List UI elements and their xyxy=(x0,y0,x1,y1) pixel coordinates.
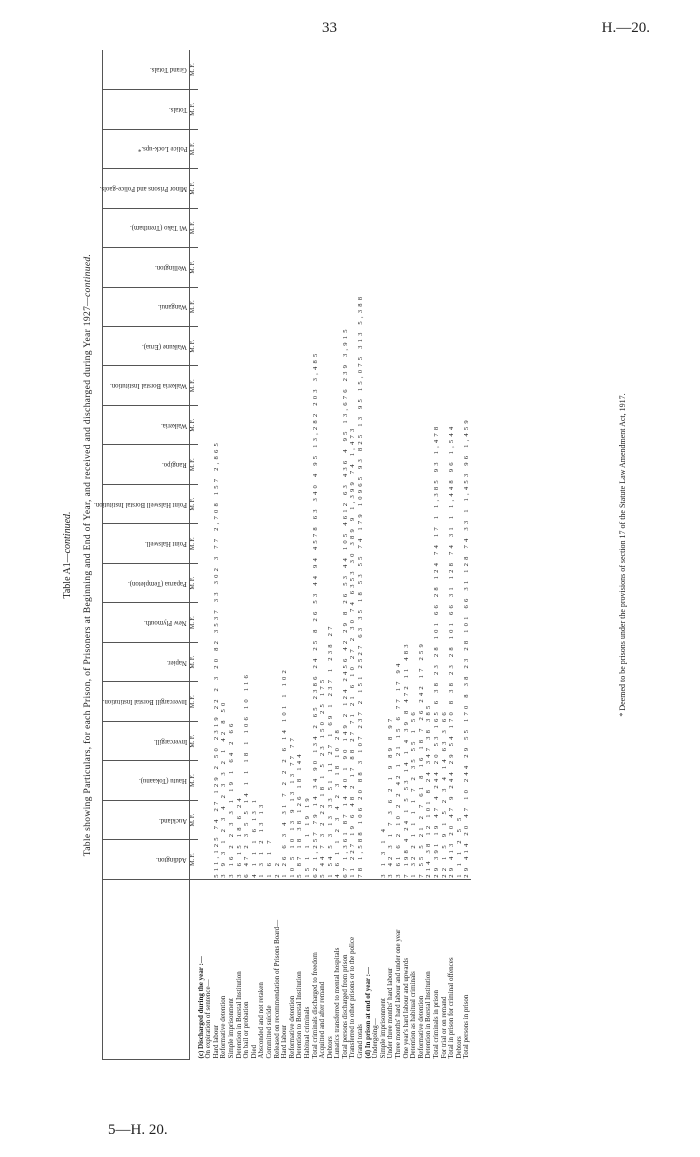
row-values xyxy=(198,50,206,879)
table-row xyxy=(380,50,388,1060)
row-label: Debtors xyxy=(454,1036,463,1059)
mf-cell: M. F. xyxy=(190,129,198,168)
table-row xyxy=(213,50,221,1060)
row-values: 29 414 20 47 10 244 29 55 170 8 38 23 28 101 66 31 128 74 33 1 1,453 96 1,459 xyxy=(463,50,471,879)
table-title xyxy=(62,50,73,1060)
row-values: 214 38 12 101 8 24 347 38 385 xyxy=(425,50,433,879)
column-header: Waikeria Borstal Institution. xyxy=(103,366,190,405)
row-label: Undergoing— xyxy=(371,1018,380,1059)
table-row xyxy=(319,50,327,1060)
row-label: Reformative detention xyxy=(416,995,425,1059)
table-title-main: Table A1 xyxy=(62,562,73,599)
row-values: 1 26 6 3 4 31 7 2 2 2 6 14 101 1 102 xyxy=(281,50,289,879)
row-label: Reformative detention xyxy=(287,995,296,1059)
page-number: 33 xyxy=(322,20,337,36)
table-row xyxy=(372,50,380,1060)
table-row xyxy=(342,50,350,1060)
table-row xyxy=(433,50,441,1060)
mf-cell: M. F. xyxy=(190,327,198,366)
mf-subheader-row xyxy=(190,50,198,1060)
table-row xyxy=(236,50,244,1060)
row-label: Simple imprisonment xyxy=(226,998,235,1059)
row-values: 29 391 19 47 4 244 20 53 165 6 38 23 28 101 66 28 124 74 17 1 1,385 93 1,478 xyxy=(433,50,441,879)
column-header: Waikune (Erua). xyxy=(103,327,190,366)
row-label: Total persons discharged from prison xyxy=(340,954,349,1059)
row-values: 5 44 7 3 2 22 18 1 5 23 150 25 175 xyxy=(319,50,327,879)
mf-cell: M. F. xyxy=(190,603,198,642)
row-label: Acquitted and after remand xyxy=(318,981,327,1059)
table-row xyxy=(418,50,426,1060)
mf-cell: M. F. xyxy=(190,248,198,287)
row-values: 1 3 1 2 13 13 xyxy=(258,50,266,879)
table-row xyxy=(403,50,411,1060)
column-header: Wanganui. xyxy=(103,287,190,326)
column-header: Waikeria. xyxy=(103,405,190,444)
mf-cell: M. F. xyxy=(190,524,198,563)
column-header: Auckland. xyxy=(103,800,190,839)
table-row xyxy=(387,50,395,1060)
row-values: 511,125 74 27 129 2 50 2319 22 2 3 20 82 3537 33 302 3 77 2,708 157 2,865 xyxy=(213,50,221,879)
table-caption-text: Table showing Particulars, for each Prison, of Prisoners at Beginning and End of Year, and received and discharged during Year 1927 xyxy=(82,305,93,857)
column-header: Police Lock-ups.* xyxy=(103,129,190,168)
row-label: Absconded and not retaken xyxy=(257,982,266,1059)
table-title-suffix: —continued. xyxy=(62,511,73,563)
table-row xyxy=(441,50,449,1060)
column-header: New Plymouth. xyxy=(103,603,190,642)
row-values: 15 1 1 1 19 19 xyxy=(304,50,312,879)
table-caption xyxy=(82,50,93,1060)
mf-cell: M. F. xyxy=(190,405,198,444)
column-header-row xyxy=(103,50,190,1060)
row-values: 3 9 3 1 2 3 4 2 3 3 2 1 42 8 50 xyxy=(220,50,228,879)
row-label: Grand totals xyxy=(356,1024,365,1059)
document-reference: H.—20. xyxy=(601,20,650,36)
column-header: Invercargill. xyxy=(103,721,190,760)
table-row xyxy=(198,50,206,1060)
table-caption-suffix: —continued. xyxy=(82,253,93,306)
table-row xyxy=(357,50,365,1060)
rotated-table-page xyxy=(62,50,642,1060)
row-values: 1 1 1 2 5 5 xyxy=(456,50,464,879)
row-values: 10 5 10 13 9 13 13 77 77 xyxy=(289,50,297,879)
table-row xyxy=(281,50,289,1060)
column-header: Wellington. xyxy=(103,248,190,287)
row-values: 11 227 19 6 48 2 17 88 27 71 21 6 10 27 2 30 74 6353 30 389 9 1,399 74 1,473 xyxy=(349,50,357,879)
row-label: Died xyxy=(249,1044,258,1059)
table-row xyxy=(327,50,335,1060)
mf-cell: M. F. xyxy=(190,800,198,839)
row-label: Simple imprisonment xyxy=(378,998,387,1059)
table-row xyxy=(463,50,471,1060)
statistics-table xyxy=(94,50,612,1060)
column-header: Rangipo. xyxy=(103,445,190,484)
row-values: 6 47 2 3 5 5 14 1 1 18 1 106 10 116 xyxy=(243,50,251,879)
table-row xyxy=(334,50,342,1060)
row-values: 3 1 3 1 4 xyxy=(380,50,388,879)
table-row xyxy=(349,50,357,1060)
table-row xyxy=(220,50,228,1060)
row-values: 3 42 3 1 7 3 6 2 1 9 89 8 97 xyxy=(387,50,395,879)
column-header: Hautu (Tokaanu). xyxy=(103,761,190,800)
row-values: 3 6 15 18 6 24 xyxy=(236,50,244,879)
column-header: Invercargill Borstal Institution. xyxy=(103,682,190,721)
mf-cell: M. F. xyxy=(190,840,198,879)
table-row xyxy=(395,50,403,1060)
row-label: Total persons in prison xyxy=(462,994,471,1059)
row-values: 62 1,257 79 14 34 90 134 2 65 2386 24 25 8 26 53 44 94 4578 63 340 4 95 13,282 203 3,485 xyxy=(312,50,320,879)
column-header: Napier. xyxy=(103,642,190,681)
row-label: Total in prison for criminal offences xyxy=(447,957,456,1059)
table-row xyxy=(312,50,320,1060)
row-label: Hard labour xyxy=(211,1024,220,1059)
column-header: Paparua (Templeton). xyxy=(103,563,190,602)
column-header: Wi Tako (Trentham). xyxy=(103,208,190,247)
row-label: Under three months' hard labour xyxy=(386,967,395,1059)
row-label: Transferred to other prisons or to the police xyxy=(348,936,357,1059)
table-row xyxy=(289,50,297,1060)
mf-cell: M. F. xyxy=(190,642,198,681)
row-label: Hard labour xyxy=(280,1024,289,1059)
row-label: Detention as habitual criminals xyxy=(409,971,418,1059)
footer-reference: 5—H. 20. xyxy=(108,1122,168,1138)
table-footnote: * Deemed to be prisons under the provisions of section 17 of the Statute Law Amendment Act, 1917. xyxy=(618,393,627,717)
mf-cell: M. F. xyxy=(190,563,198,602)
table-row xyxy=(228,50,236,1060)
row-label: On bail or probation xyxy=(242,1001,251,1059)
row-values: 7 198 4 24 1 5 53 14 1 4 39 8 472 11 483 xyxy=(403,50,411,879)
row-label: Released on recommendation of Prisons Board— xyxy=(272,919,281,1059)
row-values: 5 87 18 38 126 18 144 xyxy=(296,50,304,879)
row-label: Committed suicide xyxy=(264,1005,273,1059)
mf-cell: M. F. xyxy=(190,208,198,247)
row-label: Three months' hard labour and under one year xyxy=(394,929,403,1059)
row-values xyxy=(205,50,213,879)
column-header: Point Halswell Borstal Institution. xyxy=(103,484,190,523)
table-body xyxy=(190,50,471,1060)
mf-cell: M. F. xyxy=(190,287,198,326)
row-values: 4 1 1 1 6 13 1 xyxy=(251,50,259,879)
row-values xyxy=(365,50,373,879)
row-values: 1 32 2 1 1 1 1 7 2 35 55 1 56 xyxy=(410,50,418,879)
row-label: For trial or on remand xyxy=(439,996,448,1059)
row-label: On expiration of sentence— xyxy=(204,979,213,1059)
row-values: 1 6 1 7 xyxy=(266,50,274,879)
row-values: 7 55 5 21 2 7 61 8 16 18 7 26 242 17 259 xyxy=(418,50,426,879)
row-label: Lunatics transferred to mental hospitals xyxy=(333,947,342,1059)
mf-cell: M. F. xyxy=(190,90,198,129)
row-label: Detention in Borstal Institution xyxy=(424,971,433,1059)
mf-cell: M. F. xyxy=(190,50,198,90)
row-label: Reformative detention xyxy=(219,995,228,1059)
mf-cell: M. F. xyxy=(190,682,198,721)
column-header: Grand Totals. xyxy=(103,50,190,90)
row-values: 3 61 6 2 10 2 2 42 1 21 15 6 77 17 94 xyxy=(395,50,403,879)
table-row xyxy=(266,50,274,1060)
row-label: Debtors xyxy=(325,1036,334,1059)
column-header: Totals. xyxy=(103,90,190,129)
table-row xyxy=(258,50,266,1060)
row-values: 3 16 2 2 3 3 1 19 1 64 2 66 xyxy=(228,50,236,879)
mf-cell: M. F. xyxy=(190,761,198,800)
row-values: 78 1,588 106 20 88 3 107 237 2 151 2527 63 35 18 53 55 74 179 10965 93 825 13 95 15,075 313 5,388 xyxy=(357,50,365,879)
row-values: 4 6 1 1 2 3 4 2 3 18 10 28 xyxy=(334,50,342,879)
row-label: One year's hard labour and upwards xyxy=(401,957,410,1059)
mf-cell: M. F. xyxy=(190,445,198,484)
table-row xyxy=(251,50,259,1060)
row-label: Detention in Borstal Institution xyxy=(234,971,243,1059)
row-label: Total criminals discharged to freedom xyxy=(310,952,319,1059)
table-row xyxy=(410,50,418,1060)
table-row xyxy=(243,50,251,1060)
row-label: Total criminals in prison xyxy=(432,989,440,1059)
table-row xyxy=(205,50,213,1060)
row-label: (c) Discharged during the year :— xyxy=(196,956,205,1059)
table-row xyxy=(296,50,304,1060)
row-label: (d) In prison at end of year :— xyxy=(363,967,372,1059)
row-values xyxy=(372,50,380,879)
column-header: Addington. xyxy=(103,840,190,879)
row-label-header xyxy=(103,879,190,1059)
row-values: 22 1 5 9 1 5 2 3 4 14 63 3 66 xyxy=(441,50,449,879)
row-values: 67 1,361 87 14 40 1 90 149 2 124 2456 42 29 8 26 53 44 105 4612 63 436 4 95 13,676 239 3,915 xyxy=(342,50,350,879)
mf-cell: M. F. xyxy=(190,169,198,208)
row-values: 2 2 xyxy=(274,50,282,879)
table-row xyxy=(448,50,456,1060)
mf-cell: M. F. xyxy=(190,484,198,523)
column-header: Point Halswell. xyxy=(103,524,190,563)
row-values: 29 413 20 47 9 244 29 54 170 8 38 23 28 101 66 31 128 74 31 1 1,448 96 1,544 xyxy=(448,50,456,879)
row-values: 1 54 5 3 13 33 51 11 27 1 69 1 237 1 238 27 xyxy=(327,50,335,879)
table-row xyxy=(456,50,464,1060)
table-row xyxy=(365,50,373,1060)
row-label: Detention to Borstal Institution xyxy=(295,971,304,1059)
mf-cell: M. F. xyxy=(190,366,198,405)
table-row xyxy=(304,50,312,1060)
mf-cell: M. F. xyxy=(190,721,198,760)
column-header: Minor Prisons and Police-gaols. xyxy=(103,169,190,208)
table-row xyxy=(425,50,433,1060)
table-row xyxy=(274,50,282,1060)
row-label: Habitual criminals xyxy=(302,1006,311,1059)
